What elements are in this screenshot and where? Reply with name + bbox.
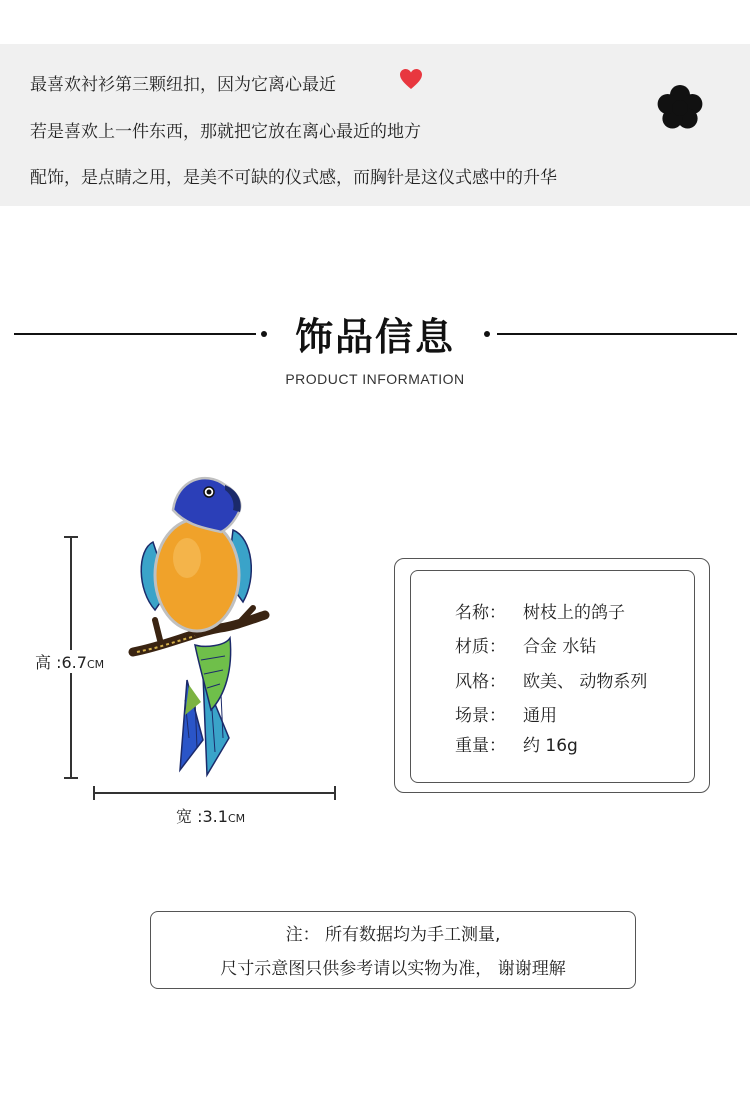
title-dot-left xyxy=(261,331,267,337)
height-label xyxy=(33,650,106,673)
height-dimension-cap-bottom xyxy=(64,777,78,779)
title-divider-right xyxy=(497,333,737,335)
height-unit: CM xyxy=(86,658,105,671)
info-value: 欧美、 动物系列 xyxy=(523,672,648,692)
width-unit: CM xyxy=(227,812,246,825)
width-dimension-cap-right xyxy=(334,786,336,800)
width-label xyxy=(176,804,245,827)
height-value: 高 :6.7 xyxy=(35,653,87,672)
banner-line-1: 最喜欢衬衫第三颗纽扣，因为它离心最近 xyxy=(30,75,336,95)
info-row-style xyxy=(455,667,647,692)
info-key: 风格： xyxy=(455,672,506,692)
info-value: 合金 水钻 xyxy=(523,637,597,657)
banner-line-3: 配饰，是点睛之用，是美不可缺的仪式感，而胸针是这仪式感中的升华 xyxy=(30,168,557,188)
flower-icon xyxy=(656,84,704,132)
width-dimension-line xyxy=(93,792,335,794)
title-divider-left xyxy=(14,333,256,335)
info-key: 材质： xyxy=(455,637,506,657)
info-row-name xyxy=(455,598,625,623)
parrot-brooch-image xyxy=(125,470,275,780)
width-value: 宽 :3.1 xyxy=(176,807,228,826)
title-dot-right xyxy=(484,331,490,337)
info-key: 重量： xyxy=(455,736,506,756)
info-row-occasion xyxy=(455,701,557,726)
banner-line-2: 若是喜欢上一件东西，那就把它放在离心最近的地方 xyxy=(30,122,421,142)
info-key: 场景： xyxy=(455,706,506,726)
section-subtitle: PRODUCT INFORMATION xyxy=(285,371,465,387)
info-key: 名称： xyxy=(455,603,506,623)
note-line-2: 尺寸示意图只供参考请以实物为准， 谢谢理解 xyxy=(220,959,566,979)
info-value: 树枝上的鸽子 xyxy=(523,603,625,623)
intro-banner xyxy=(0,44,750,206)
info-row-weight xyxy=(455,731,578,756)
heart-icon xyxy=(399,68,423,90)
info-value: 约 16g xyxy=(523,736,578,756)
note-line-1: 注： 所有数据均为手工测量, xyxy=(285,925,501,945)
section-title: 饰品信息 xyxy=(294,315,455,359)
info-row-material xyxy=(455,632,596,657)
info-value: 通用 xyxy=(523,706,557,726)
